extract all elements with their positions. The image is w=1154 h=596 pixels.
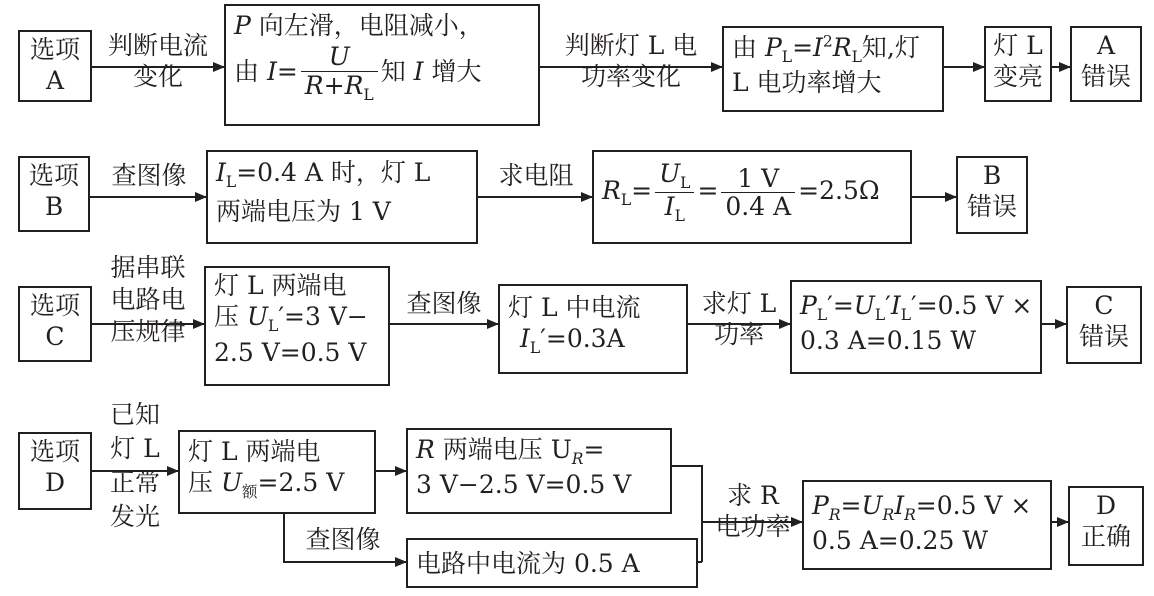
label-find-lamp-power-line1: 求灯 L [701,289,777,318]
label-judge-current [94,30,222,93]
box-d-rated-voltage [178,430,376,514]
result-d-verdict: 正确 [1080,522,1131,552]
label-lamp-normal-line1: 已知 [109,400,160,429]
label-find-resistance: 求电阻 [498,161,574,190]
option-d-box [18,432,92,510]
box-c4-line1: $P_L'=U_L'I_L'=0.5$ V × [800,291,1033,324]
i-sub: L [225,173,237,191]
p-sub-c: L [816,306,828,324]
box-d5-post: =0.5 V × [915,491,1032,520]
fraction-denominator: $R+R_L$ [304,70,374,104]
result-a-letter: A [1096,31,1116,60]
box-b2-line1: $I_L=0.4$ A 时，灯 L [216,158,431,191]
box-b3-formula: $R_L=$ $\frac{U_L}{I_L}$ = $\frac{1 V}{0.4 A}$ =2.5Ω [602,159,880,226]
lamp-brighter-line1: 灯 L [993,31,1043,60]
option-c-letter: C [45,322,65,352]
option-b-letter: B [44,192,64,222]
box-c3-line1: 灯 L 中电流 [508,293,641,322]
box-d-circuit-current: 电路中电流为 0.5 A [406,538,698,588]
label-series-rule-line3: 压规律 [110,317,186,346]
p-sub-r: R [828,506,841,524]
box-d3-line2: 3 V−2.5 V=0.5 V [416,470,632,500]
box-d3-mid: 两端电压 U [434,435,572,464]
result-b-letter: B [982,161,1002,190]
option-a-box [18,30,92,102]
label-find-r-power-line2: 电功率 [715,512,791,542]
i-sub-c4: L [900,306,912,324]
box-d5-line1: $P_R=U_RI_R=0.5$ V × [812,491,1032,524]
box-a-line1-rest: 向左滑，电阻减小， [250,11,484,40]
option-b-box [18,156,90,232]
frac-den-value: 0.4 A [725,192,792,222]
box-a-current-analysis [224,4,540,126]
box-b-graph-reading [206,150,478,244]
result-a-verdict: 错误 [1080,62,1131,92]
box-c-current [498,284,688,374]
label-lamp-normal [92,398,178,534]
box-c4-line2: 0.3 A=0.15 W [800,326,977,356]
box-c3-post: =0.3A [545,324,625,354]
u-sub: L [680,174,691,192]
label-check-graph-c: 查图像 [406,289,482,318]
prime-i: ′ [911,291,917,320]
p-sub: L [781,48,793,66]
label-find-lamp-power [688,288,790,351]
prime-mark: ′ [278,302,285,332]
r-sub-b: L [620,191,632,210]
box-a3-line2: L 电功率增大 [732,68,882,98]
label-judge-power-line1: 判断灯 L 电 [564,31,698,60]
box-d-power-calc [802,480,1052,570]
label-judge-current-line1: 判断电流 [107,31,208,60]
box-c-voltage [204,266,390,386]
u-sub-r: R [571,450,584,468]
fraction-den-sub: L [363,85,374,104]
box-d5-line2: 0.5 A=0.25 W [812,526,989,556]
result-c-box [1066,286,1142,364]
u-sub-r5: R [882,506,895,524]
box-b-resistance-calc [592,150,912,244]
option-b-label: 选项 [28,161,79,190]
label-series-rule [92,252,204,348]
label-judge-power-line2: 功率变化 [580,62,681,92]
label-check-graph-d: 查图像 [305,525,381,554]
box-d2-line2: 压 $U_额=2.5$ V [188,468,345,502]
u-sub-c4: L [874,306,886,324]
result-b-box [956,156,1028,234]
i-sub-c: L [529,339,541,358]
result-b-verdict: 错误 [966,192,1017,222]
option-c-box [18,286,92,362]
box-b2-rest: =0.4 A 时，灯 L [236,158,431,187]
i-sub-den: L [674,207,685,226]
box-a-lamp-brighter [984,26,1052,102]
label-lamp-normal-line2: 灯 L [110,434,160,463]
square-sup: 2 [822,32,833,51]
result-c-verdict: 错误 [1078,322,1129,352]
label-judge-current-line2: 变化 [132,62,183,92]
prime-u: ′ [885,291,891,320]
box-c2-post: =3 V− [284,302,368,332]
fraction-values [721,165,795,221]
option-d-label: 选项 [29,437,80,466]
u-sub-c: L [268,317,279,336]
option-d-letter: D [44,468,66,498]
i-sub-r5: R [904,506,916,524]
box-c4-post: =0.5 V × [916,291,1033,320]
label-judge-power [542,30,720,93]
box-a3-post: 知,灯 [861,33,920,62]
fraction-u-over-i: $\frac{U_L}{I_L}$ [655,160,694,225]
u-sub-rated: 额 [242,483,258,502]
box-d2-line1: 灯 L 两端电 [188,437,321,466]
lamp-brighter-line2: 变亮 [992,62,1043,92]
label-lamp-normal-line3: 正常 [109,468,160,497]
fraction-numerator: U [301,43,378,72]
box-a3-line1: 由 $P_L=I^2R_L$知,灯 [732,32,920,66]
box-c3-line2: $I_L'=0.3A$ [520,324,625,358]
result-d-box [1068,486,1144,566]
label-find-r-power-line1 [704,480,802,511]
result-a-box [1070,26,1142,102]
result-c-letter: C [1094,291,1114,320]
box-c-power-calc [790,280,1042,374]
box-a-line2: 由 I= $\frac{U}{R+R_L}$ 知 I 增大 [234,42,482,104]
option-a-label: 选项 [29,35,80,64]
label-find-r-power [704,480,802,543]
prime-mark-i: ′ [540,324,546,354]
box-d3-post: = [583,435,605,464]
fraction-u-over-r [301,43,378,104]
label-find-lamp-power-line2: 功率 [713,320,764,350]
box-a-power-analysis [722,26,944,112]
option-a-letter: A [45,66,65,96]
box-d2-post: =2.5 V [257,468,345,498]
box-d-resistor-voltage [406,428,672,514]
label-lamp-normal-line4: 发光 [109,502,160,531]
box-d3-line1: R 两端电压 $U_R=$ [416,435,605,468]
box-b2-line2: 两端电压为 1 V [216,197,391,227]
option-c-label: 选项 [29,291,80,320]
label-series-rule-line1: 据串联 [110,253,186,282]
result-d-letter: D [1095,491,1117,520]
box-c2-line2: 压 $U_L'=3$ V− [214,302,368,336]
label-find-r-power-text: 求 R [727,481,779,510]
label-check-graph-b: 查图像 [111,161,187,190]
box-a-line1: P 向左滑，电阻减小， [234,11,484,40]
box-c2-line3: 2.5 V=0.5 V [214,337,367,367]
frac-num-value: 1 V [721,165,795,194]
resistance-result: =2.5Ω [798,176,880,206]
box-c2-line1: 灯 L 两端电 [214,271,347,300]
r-sub: L [851,48,862,66]
label-series-rule-line2: 电路电 [110,285,186,314]
prime-p: ′ [827,291,833,320]
